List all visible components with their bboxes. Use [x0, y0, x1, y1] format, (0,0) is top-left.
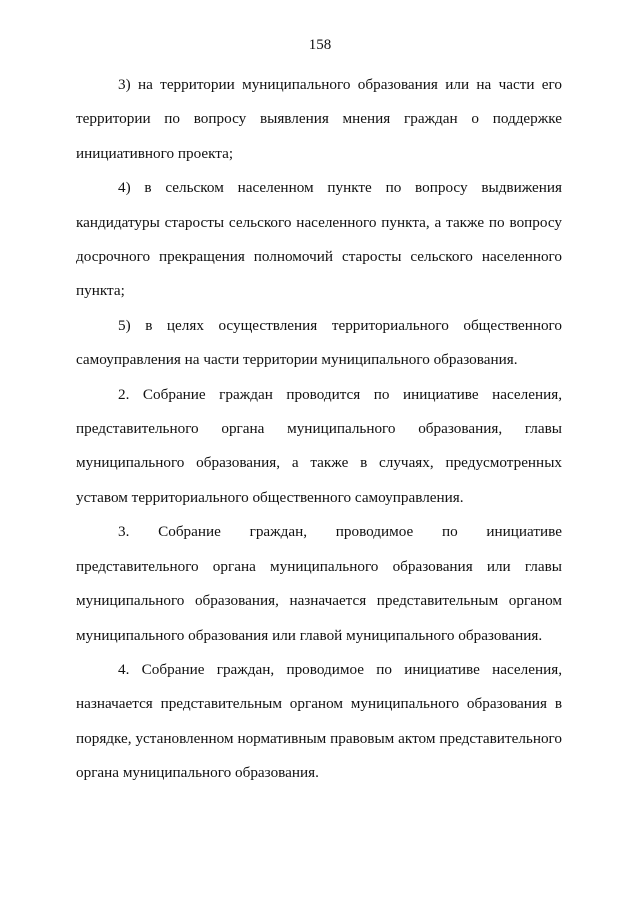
- paragraph-item-5: 5) в целях осуществления территориального общественного самоуправления на части территории муниципального образования.: [76, 316, 562, 369]
- paragraph-item-3: 3) на территории муниципального образования или на части его территории по вопросу выявления мнения граждан о поддержке инициативного проекта;: [76, 76, 562, 162]
- paragraph-part-3: 3. Собрание граждан, проводимое по инициативе представительного органа муниципального образования или главы муниципального образования, назначается представительным органом муниципального образования или главой муниципального образования.: [76, 523, 562, 644]
- body-text: [76, 68, 562, 791]
- paragraph-part-2: 2. Собрание граждан проводится по инициативе населения, представительного органа муниципального образования, главы муниципального образования, а также в случаях, предусмотренных уставом территориального общественного самоуправления.: [76, 385, 562, 506]
- page-number: 158: [308, 37, 332, 53]
- paragraph-part-4: 4. Собрание граждан, проводимое по инициативе населения, назначается представительным органом муниципального образования в порядке, установленном нормативным правовым актом представительного органа муниципального образования.: [76, 660, 562, 782]
- paragraph-item-4: 4) в сельском населенном пункте по вопросу выдвижения кандидатуры старосты сельского населенного пункта, а также по вопросу досрочного прекращения полномочий старосты сельского населенного пункта;: [76, 179, 562, 300]
